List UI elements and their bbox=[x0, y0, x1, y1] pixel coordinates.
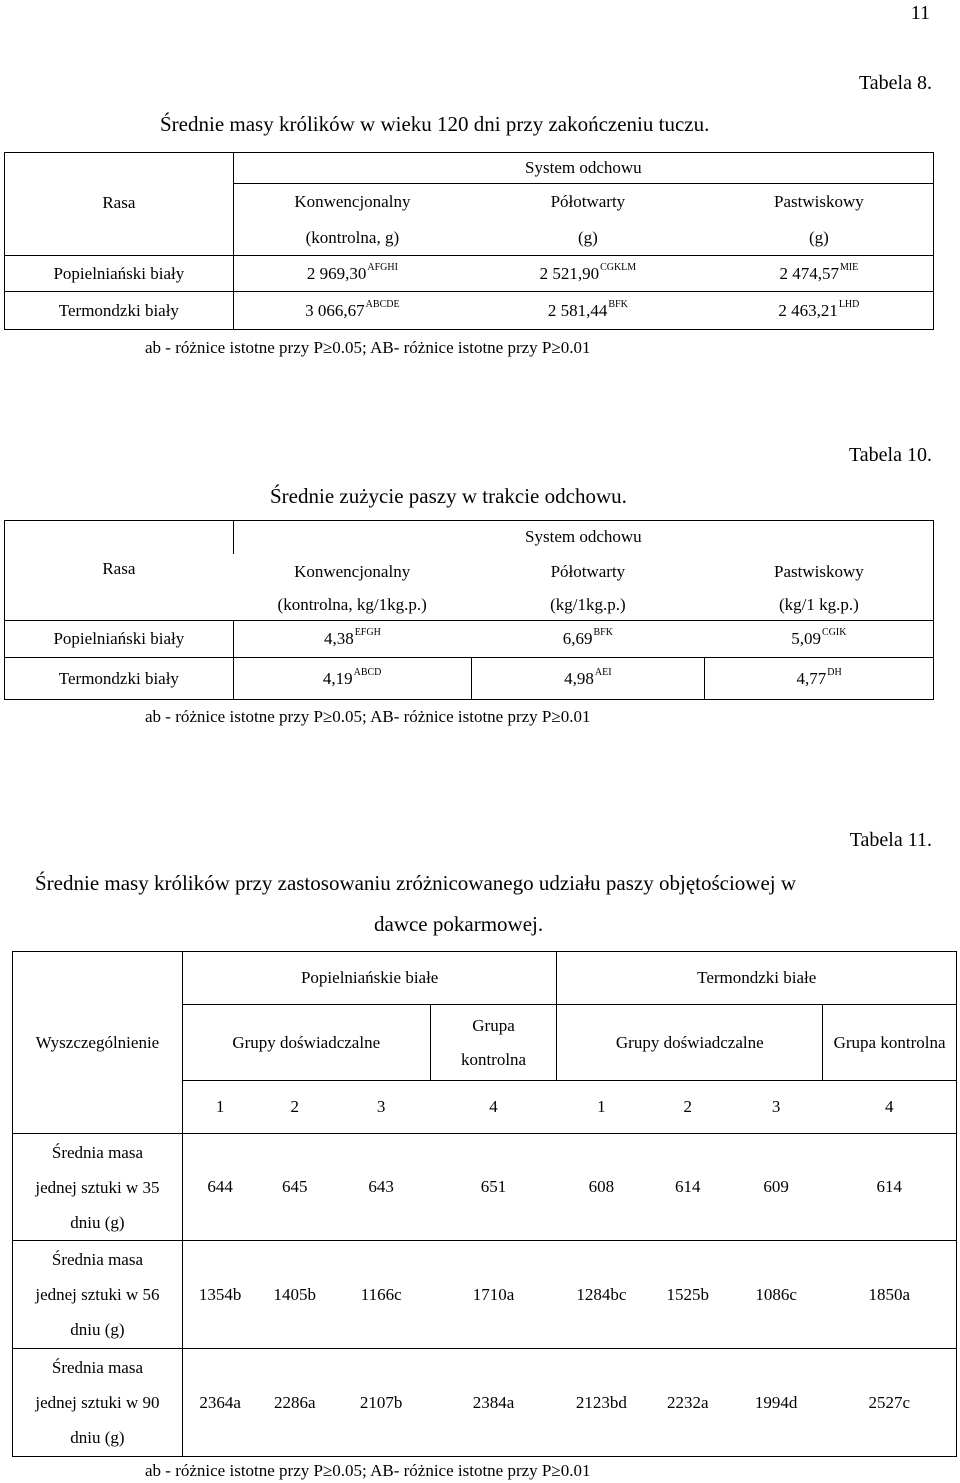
table11-cell: 1086c bbox=[730, 1241, 823, 1349]
table10-cell: $6,69^{BFK}$ bbox=[471, 621, 705, 658]
table11-group-number: 2 bbox=[257, 1081, 332, 1134]
table11-group-popiel: Popielniańskie białe bbox=[182, 952, 557, 1005]
table8-cell: 2 $474,57^{MIE}$ bbox=[705, 256, 934, 292]
table10-col-header: Półotwarty bbox=[550, 562, 626, 581]
table8-col-header: Półotwarty bbox=[471, 184, 705, 221]
table11-cell: 1710a bbox=[430, 1241, 557, 1349]
table8-group-header: System odchowu bbox=[233, 153, 933, 184]
table8-label: Tabela 8. bbox=[858, 72, 932, 94]
table11 bbox=[12, 951, 957, 1457]
table11-group-number: 3 bbox=[332, 1081, 430, 1134]
table11-sub-ctrl: Grupa kontrolna bbox=[430, 1005, 557, 1081]
table11-row-label: Średnia masa jednej sztuki w 56 dniu (g) bbox=[13, 1241, 183, 1349]
table11-cell: 2107b bbox=[332, 1349, 430, 1457]
table-row bbox=[13, 1241, 957, 1349]
table11-sub-exp: Grupy doświadczalne bbox=[557, 1005, 823, 1081]
table10-label: Tabela 10. bbox=[848, 444, 932, 466]
table11-cell: 2286a bbox=[257, 1349, 332, 1457]
table10-cell: $5,09^{CGIK}$ bbox=[705, 621, 934, 658]
table8-cell: 2 $521,90^{CGKLM}$ bbox=[471, 256, 705, 292]
table-row bbox=[5, 658, 934, 700]
table8-col-header: Pastwiskowy bbox=[705, 184, 934, 221]
table11-cell: 645 bbox=[257, 1134, 332, 1241]
table-row bbox=[5, 256, 934, 292]
table11-cell: 1850a bbox=[823, 1241, 957, 1349]
table8-note: ab - różnice istotne przy P≥0.05; AB- różnice istotne przy P≥0.01 bbox=[145, 338, 591, 357]
table10-cell: $4,98^{AEI}$ bbox=[471, 658, 705, 700]
table11-cell: 1166c bbox=[332, 1241, 430, 1349]
table10-cell: $4,77^{DH}$ bbox=[705, 658, 934, 700]
table11-spec-empty bbox=[13, 1081, 183, 1134]
table11-group-number: 3 bbox=[730, 1081, 823, 1134]
table11-cell: 1994d bbox=[730, 1349, 823, 1457]
table8-col-unit: (kontrolna, g) bbox=[233, 221, 471, 256]
table11-cell: 1354b bbox=[182, 1241, 257, 1349]
table11-cell: 2384a bbox=[430, 1349, 557, 1457]
table10-cell: $4,19^{ABCD}$ bbox=[233, 658, 471, 700]
table11-cell: 2232a bbox=[646, 1349, 730, 1457]
table11-note: ab - różnice istotne przy P≥0.05; AB- różnice istotne przy P≥0.01 bbox=[145, 1461, 591, 1480]
table11-cell: 643 bbox=[332, 1134, 430, 1241]
table11-cell: 1405b bbox=[257, 1241, 332, 1349]
table8-title: Średnie masy królików w wieku 120 dni przy zakończeniu tuczu. bbox=[160, 112, 710, 136]
table10-cell: $4,38^{EFGH}$ bbox=[233, 621, 471, 658]
table11-corner bbox=[13, 952, 183, 1005]
table8-cell: 2 $969,30^{AFGHI}$ bbox=[233, 256, 471, 292]
table11-group-number: 4 bbox=[430, 1081, 557, 1134]
page-number: 11 bbox=[910, 2, 930, 24]
table11-spec-header: Wyszczególnienie bbox=[13, 1005, 183, 1081]
table-row bbox=[5, 621, 934, 658]
table11-number-row bbox=[13, 1081, 957, 1134]
table8-rasa: Popielniański biały bbox=[5, 256, 234, 292]
table11-cell: 614 bbox=[646, 1134, 730, 1241]
table10-col-unit: (kg/1kg.p.) bbox=[471, 591, 705, 621]
table11-group-number: 1 bbox=[182, 1081, 257, 1134]
table11-group-number: 4 bbox=[823, 1081, 957, 1134]
table10-col-header: Pastwiskowy bbox=[705, 554, 934, 591]
table11-title-line2: dawce pokarmowej. bbox=[374, 912, 544, 936]
table8-col-header: Konwencjonalny bbox=[233, 184, 471, 221]
table-row bbox=[13, 1134, 957, 1241]
table11-cell: 1284bc bbox=[557, 1241, 646, 1349]
table11-group-number: 2 bbox=[646, 1081, 730, 1134]
table8-col-unit: (g) bbox=[471, 221, 705, 256]
table-row bbox=[13, 1349, 957, 1457]
table8-rasa: Termondzki biały bbox=[5, 292, 234, 330]
table11-cell: 644 bbox=[182, 1134, 257, 1241]
table8-cell: 3 $066,67^{ABCDE}$ bbox=[233, 292, 471, 330]
table11-group-termo: Termondzki białe bbox=[557, 952, 957, 1005]
table11-cell: 2527c bbox=[823, 1349, 957, 1457]
table11-title-line1: Średnie masy królików przy zastosowaniu zróżnicowanego udziału paszy objętościowej w bbox=[35, 871, 797, 895]
table11-sub-exp: Grupy doświadczalne bbox=[182, 1005, 430, 1081]
table11-group-number: 1 bbox=[557, 1081, 646, 1134]
table10-rasa: Popielniański biały bbox=[5, 621, 234, 658]
table8 bbox=[4, 152, 934, 330]
table10-col-header: Konwencjonalny bbox=[294, 562, 411, 581]
table-row bbox=[5, 292, 934, 330]
table11-cell: 2364a bbox=[182, 1349, 257, 1457]
table11-cell: 651 bbox=[430, 1134, 557, 1241]
table11-cell: 2123bd bbox=[557, 1349, 646, 1457]
table11-label: Tabela 11. bbox=[849, 829, 932, 851]
table10-rasa-header: Rasa bbox=[5, 521, 234, 621]
table11-cell: 609 bbox=[730, 1134, 823, 1241]
table10 bbox=[4, 520, 934, 700]
table8-cell: 2 $463,21^{LHD}$ bbox=[705, 292, 934, 330]
table8-cell: 2 $581,44^{BFK}$ bbox=[471, 292, 705, 330]
table10-title: Średnie zużycie paszy w trakcie odchowu. bbox=[270, 484, 627, 508]
table11-cell: 614 bbox=[823, 1134, 957, 1241]
table11-row-label: Średnia masa jednej sztuki w 35 dniu (g) bbox=[13, 1134, 183, 1241]
table10-note: ab - różnice istotne przy P≥0.05; AB- różnice istotne przy P≥0.01 bbox=[145, 707, 591, 726]
table10-group-header: System odchowu bbox=[233, 521, 933, 554]
table11-cell: 608 bbox=[557, 1134, 646, 1241]
table11-sub-ctrl: Grupa kontrolna bbox=[823, 1005, 957, 1081]
table8-rasa-header: Rasa bbox=[5, 153, 234, 256]
table8-col-unit: (g) bbox=[705, 221, 934, 256]
table11-row-label: Średnia masa jednej sztuki w 90 dniu (g) bbox=[13, 1349, 183, 1457]
table10-col-unit: (kg/1 kg.p.) bbox=[705, 591, 934, 621]
table10-rasa: Termondzki biały bbox=[5, 658, 234, 700]
table11-cell: 1525b bbox=[646, 1241, 730, 1349]
table10-col-unit: (kontrolna, kg/1kg.p.) bbox=[233, 591, 471, 621]
